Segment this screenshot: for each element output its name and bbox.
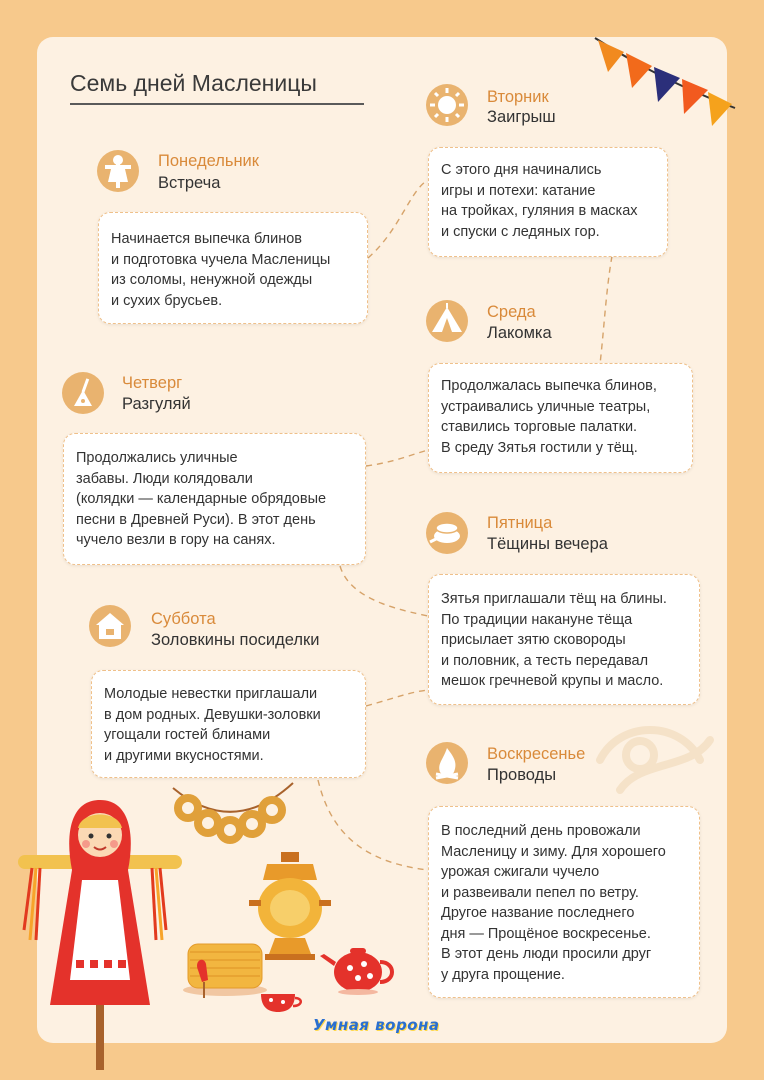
- teapot-illustration: [318, 936, 398, 996]
- text-line: В последний день провожали: [441, 823, 641, 839]
- text-line: устраивались уличные театры,: [441, 398, 651, 415]
- tent-icon: [426, 300, 468, 342]
- house-icon: [89, 605, 131, 647]
- text-line: забавы. Люди колядовали: [76, 470, 253, 487]
- text-line: Зятья приглашали тёщ на блины.: [441, 591, 667, 607]
- sun-icon: [426, 84, 468, 126]
- card-friday: [428, 574, 700, 705]
- text-line: игры и потехи: катание: [441, 182, 596, 199]
- text-line: и развеивали пепел по ветру.: [441, 884, 639, 901]
- text-line: и спуски с ледяных гор.: [441, 223, 600, 240]
- text-line: В этот день люди просили друг: [441, 946, 652, 962]
- scarecrow-icon: [97, 150, 139, 192]
- text-line: Другое название последнего: [441, 905, 635, 921]
- text-line: в дом родных. Девушки-золовки: [104, 706, 321, 723]
- card-wednesday: [428, 363, 693, 473]
- page-title: Семь дней Масленицы: [70, 70, 364, 105]
- text-line: и подготовка чучела Масленицы: [111, 251, 331, 268]
- text-line: (колядки — календарные обрядовые: [76, 491, 327, 507]
- day-subtitle-friday: Тёщины вечера: [487, 535, 608, 553]
- day-name-friday: Пятница: [487, 514, 553, 532]
- bunting-decoration: [590, 30, 740, 140]
- day-name-wednesday: Среда: [487, 303, 536, 321]
- text-line: и половник, а тесть передавал: [441, 652, 649, 669]
- text-line: Продолжалась выпечка блинов,: [441, 378, 657, 394]
- text-line: из соломы, ненужной одежды: [111, 272, 313, 288]
- text-line: урожая сжигали чучело: [441, 864, 600, 880]
- day-name-tuesday: Вторник: [487, 88, 549, 106]
- text-line: угощали гостей блинами: [104, 727, 271, 743]
- card-thursday: [63, 433, 366, 565]
- day-subtitle-wednesday: Лакомка: [487, 324, 552, 342]
- brand-logo: Умная ворона: [313, 1016, 440, 1034]
- day-name-monday: Понедельник: [158, 152, 259, 170]
- text-line: Молодые невестки приглашали: [104, 686, 318, 702]
- day-name-thursday: Четверг: [122, 374, 183, 392]
- text-line: Начинается выпечка блинов: [111, 231, 302, 247]
- text-line: Масленицу и зиму. Для хорошего: [441, 843, 666, 860]
- text-line: и сухих брусьев.: [111, 292, 223, 309]
- text-line: Продолжались уличные: [76, 450, 238, 466]
- bagels-illustration: [168, 778, 298, 858]
- day-subtitle-monday: Встреча: [158, 174, 221, 192]
- day-subtitle-tuesday: Заигрыш: [487, 108, 556, 126]
- maslenitsa-doll-illustration: [10, 780, 190, 1070]
- text-line: мешок гречневой крупы и масло.: [441, 673, 664, 689]
- teacup-illustration: [255, 990, 305, 1016]
- day-name-sunday: Воскресенье: [487, 745, 586, 763]
- card-monday: [98, 212, 368, 324]
- pancake-pan-icon: [426, 512, 468, 554]
- text-line: дня — Прощёное воскресенье.: [441, 925, 651, 942]
- text-line: и другими вкусностями.: [104, 747, 264, 764]
- day-subtitle-sunday: Проводы: [487, 766, 557, 784]
- text-line: С этого дня начинались: [441, 162, 602, 178]
- text-line: чучело везли в гору на санях.: [76, 532, 276, 548]
- text-line: ставились торговые палатки.: [441, 419, 638, 435]
- card-tuesday: [428, 147, 668, 257]
- day-name-saturday: Суббота: [151, 610, 216, 628]
- balalaika-icon: [62, 372, 104, 414]
- text-line: на тройках, гуляния в масках: [441, 203, 638, 219]
- text-line: По традиции накануне тёща: [441, 611, 633, 628]
- bonfire-icon: [426, 742, 468, 784]
- card-saturday: [91, 670, 366, 778]
- text-line: присылает зятю сковороды: [441, 632, 626, 648]
- text-line: песни в Древней Руси). В этот день: [76, 511, 316, 528]
- day-subtitle-saturday: Золовкины посиделки: [151, 631, 320, 649]
- text-line: у друга прощение.: [441, 966, 565, 983]
- text-line: В среду Зятья гостили у тёщ.: [441, 439, 638, 456]
- crow-watermark: [560, 700, 730, 850]
- day-subtitle-thursday: Разгуляй: [122, 395, 191, 413]
